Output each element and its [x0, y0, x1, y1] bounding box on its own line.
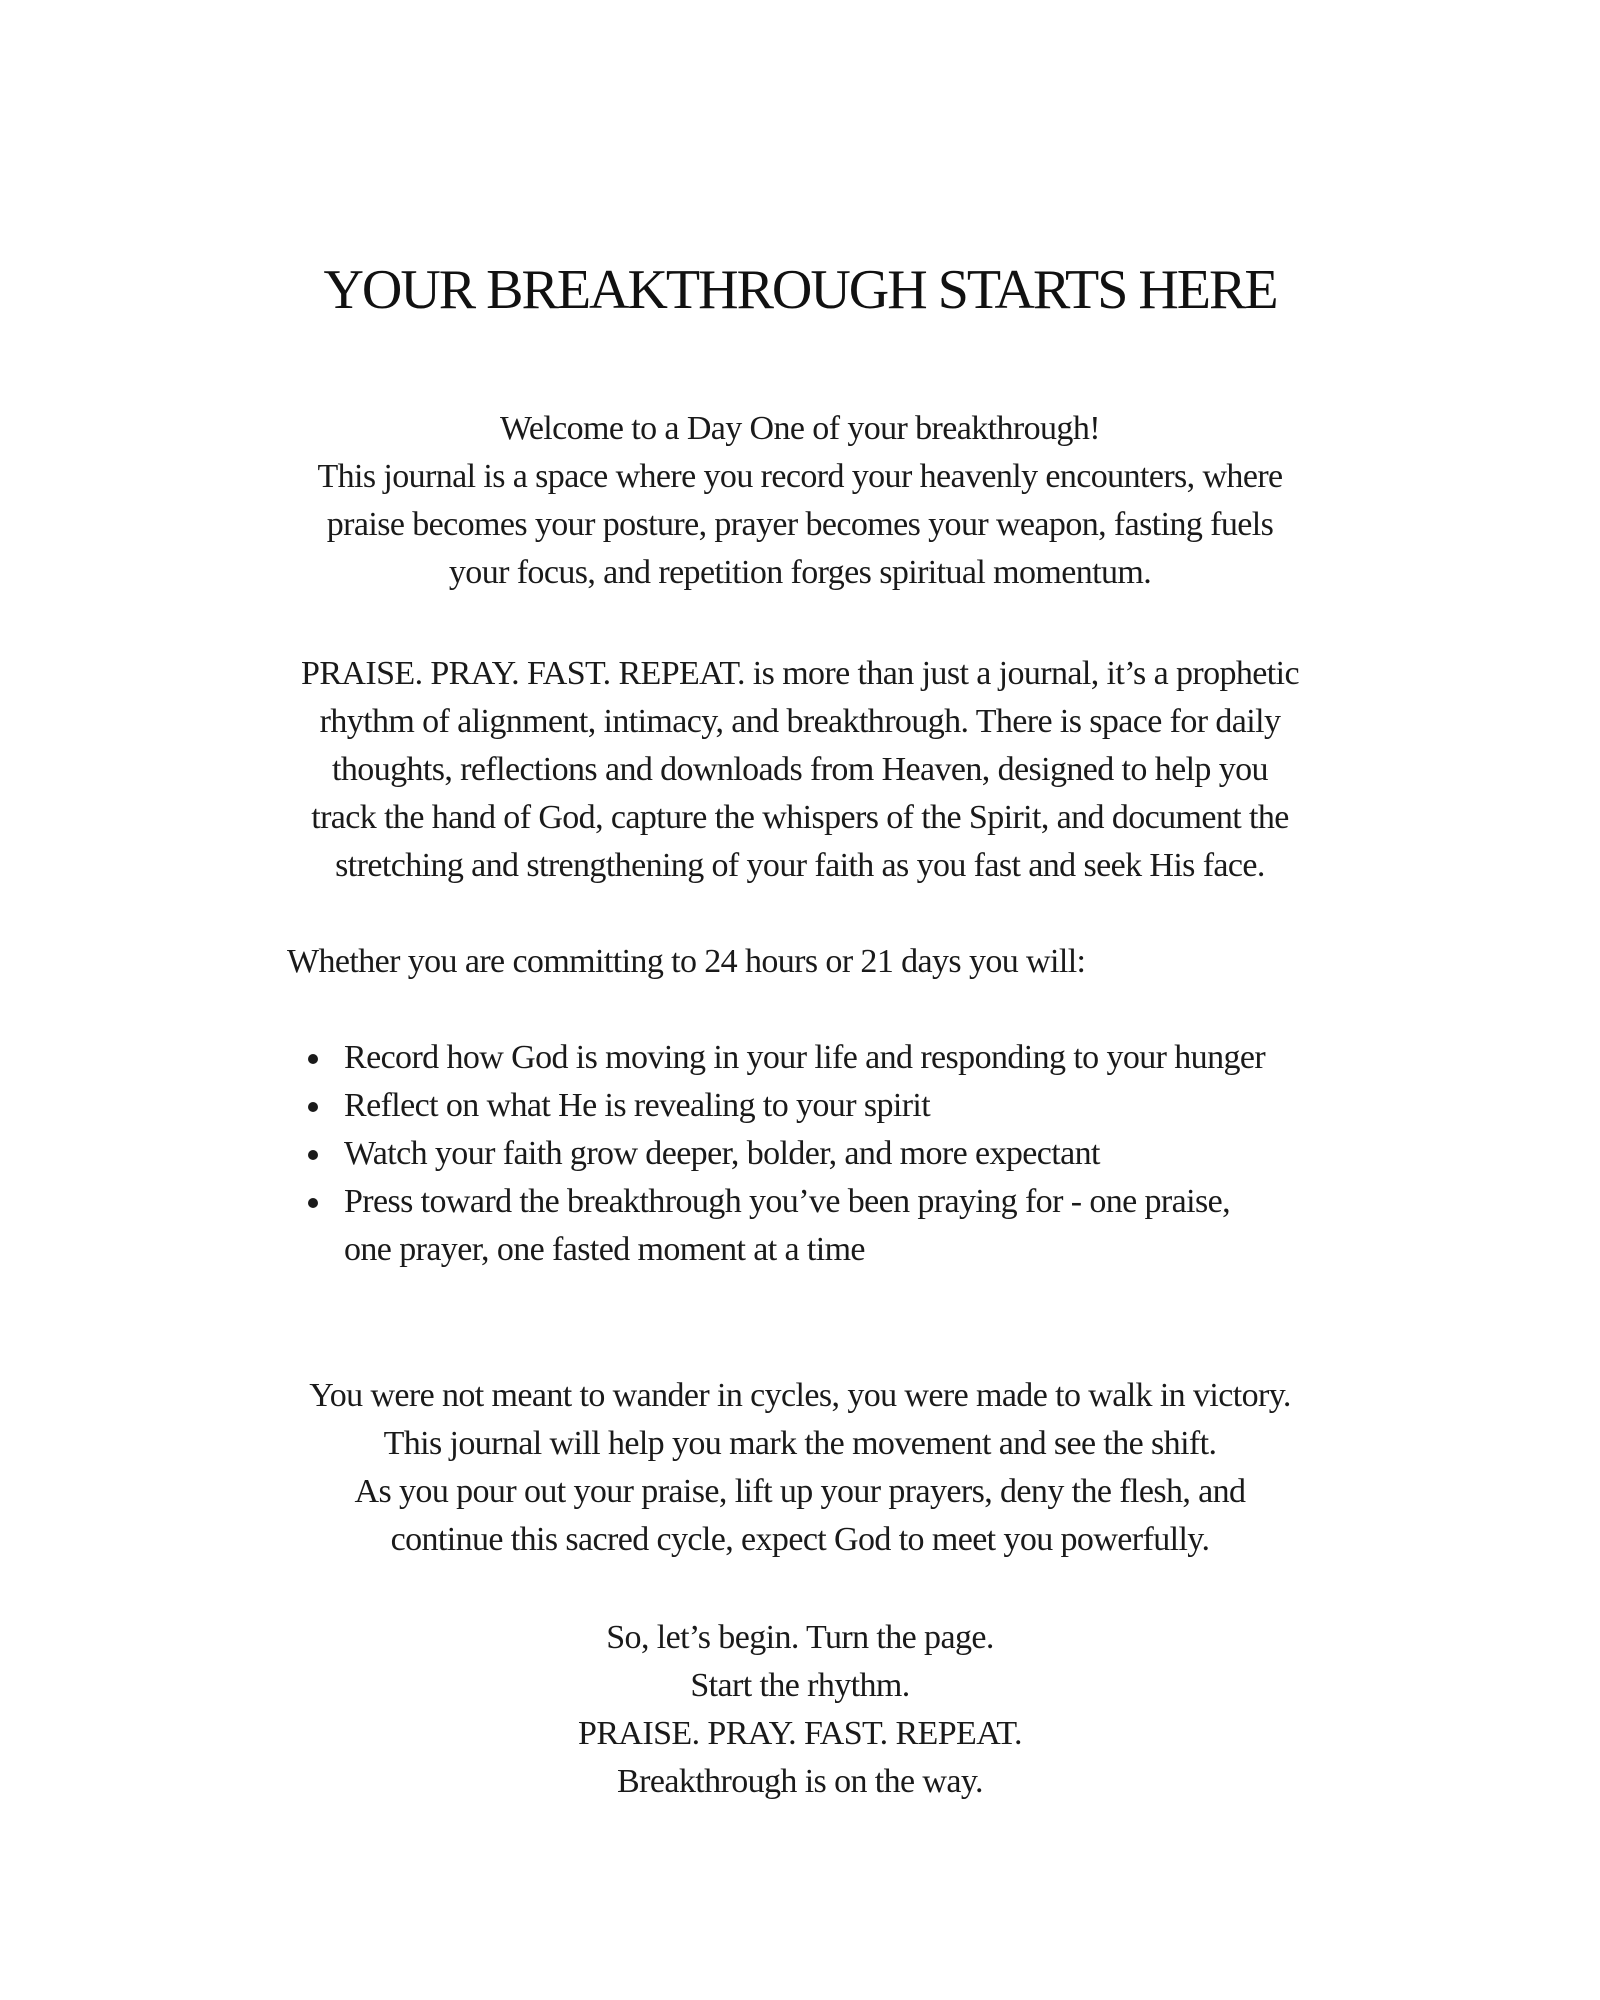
closing-line: PRAISE. PRAY. FAST. REPEAT.: [578, 1715, 1022, 1752]
description-paragraph: [0, 650, 1600, 890]
bullet-text: Watch your faith grow deeper, bolder, and more expectant: [344, 1135, 1100, 1172]
list-item: [287, 1034, 1387, 1082]
intro-line: Welcome to a Day One of your breakthrough!: [500, 410, 1100, 447]
bullet-text: one prayer, one fasted moment at a time: [344, 1231, 865, 1268]
list-item: [287, 1178, 1387, 1274]
bullet-icon: [308, 1054, 318, 1064]
victory-line: This journal will help you mark the movement and see the shift.: [383, 1425, 1217, 1462]
description-line: track the hand of God, capture the whispers of the Spirit, and document the: [311, 799, 1289, 836]
bullet-text: Record how God is moving in your life and responding to your hunger: [344, 1039, 1266, 1076]
victory-line: continue this sacred cycle, expect God to meet you powerfully.: [390, 1521, 1210, 1558]
description-line: rhythm of alignment, intimacy, and breakthrough. There is space for daily: [319, 703, 1281, 740]
list-item: [287, 1082, 1387, 1130]
victory-paragraph: [0, 1372, 1600, 1564]
victory-line: You were not meant to wander in cycles, you were made to walk in victory.: [309, 1377, 1291, 1414]
intro-line: This journal is a space where you record your heavenly encounters, where: [317, 458, 1283, 495]
closing-line: Breakthrough is on the way.: [617, 1763, 983, 1800]
bullet-icon: [308, 1198, 318, 1208]
commitment-lead: Whether you are committing to 24 hours or 21 days you will:: [287, 943, 1086, 980]
bullet-icon: [308, 1150, 318, 1160]
intro-paragraph: [0, 405, 1600, 597]
closing-line: Start the rhythm.: [690, 1667, 910, 1704]
intro-line: your focus, and repetition forges spiritual momentum.: [448, 554, 1152, 591]
bullet-text: Reflect on what He is revealing to your spirit: [344, 1087, 931, 1124]
intro-line: praise becomes your posture, prayer becomes your weapon, fasting fuels: [326, 506, 1274, 543]
bullet-text: Press toward the breakthrough you’ve been praying for - one praise,: [344, 1183, 1231, 1220]
bullet-list: [287, 1034, 1387, 1274]
list-item: [287, 1130, 1387, 1178]
closing-line: So, let’s begin. Turn the page.: [606, 1619, 994, 1656]
description-line: stretching and strengthening of your faith as you fast and seek His face.: [335, 847, 1265, 884]
bullet-icon: [308, 1102, 318, 1112]
page-title: YOUR BREAKTHROUGH STARTS HERE: [323, 259, 1277, 321]
closing-paragraph: [0, 1614, 1600, 1806]
description-line: PRAISE. PRAY. FAST. REPEAT. is more than just a journal, it’s a prophetic: [301, 655, 1299, 692]
description-line: thoughts, reflections and downloads from Heaven, designed to help you: [332, 751, 1268, 788]
victory-line: As you pour out your praise, lift up your prayers, deny the flesh, and: [354, 1473, 1246, 1510]
